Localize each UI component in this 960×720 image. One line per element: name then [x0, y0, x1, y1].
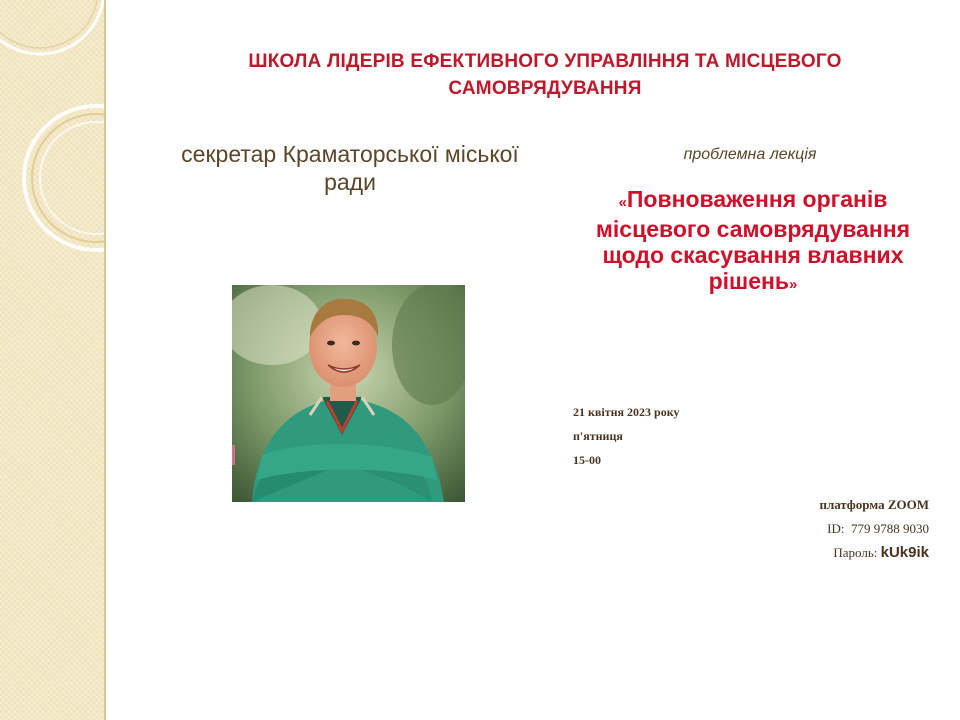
meeting-id	[819, 519, 929, 543]
quote-close: »	[789, 276, 798, 293]
decorative-sidebar	[0, 0, 106, 720]
meeting-id-label: ID:	[827, 521, 845, 536]
platform-name: платформа ZOOM	[819, 497, 929, 512]
sidebar-divider	[104, 0, 106, 720]
decorative-circles	[0, 0, 106, 720]
event-date: 21 квітня 2023 року	[573, 405, 680, 419]
meeting-id-value: 779 9788 9030	[851, 521, 929, 536]
slide-title: ШКОЛА ЛІДЕРІВ ЕФЕКТИВНОГО УПРАВЛІННЯ ТА МІСЦЕВОГО САМОВРЯДУВАННЯ	[248, 51, 842, 99]
lecture-type: проблемна лекція	[683, 146, 817, 163]
meeting-info	[819, 495, 929, 567]
event-info	[573, 403, 679, 475]
lecture-title	[588, 186, 918, 298]
password-value: kUk9ik	[880, 544, 929, 561]
quote-open: «	[618, 194, 627, 211]
event-weekday: п'ятниця	[573, 429, 623, 443]
lecture-title-text: Повноваження органів місцевого самоврядування щодо скасування влавних рішень	[595, 186, 911, 294]
meeting-password	[819, 543, 929, 567]
speaker-role: секретар Краматорської міської ради	[181, 141, 519, 195]
event-time: 15-00	[573, 453, 601, 467]
speaker-photo	[232, 285, 465, 502]
password-label: Пароль:	[833, 545, 878, 560]
